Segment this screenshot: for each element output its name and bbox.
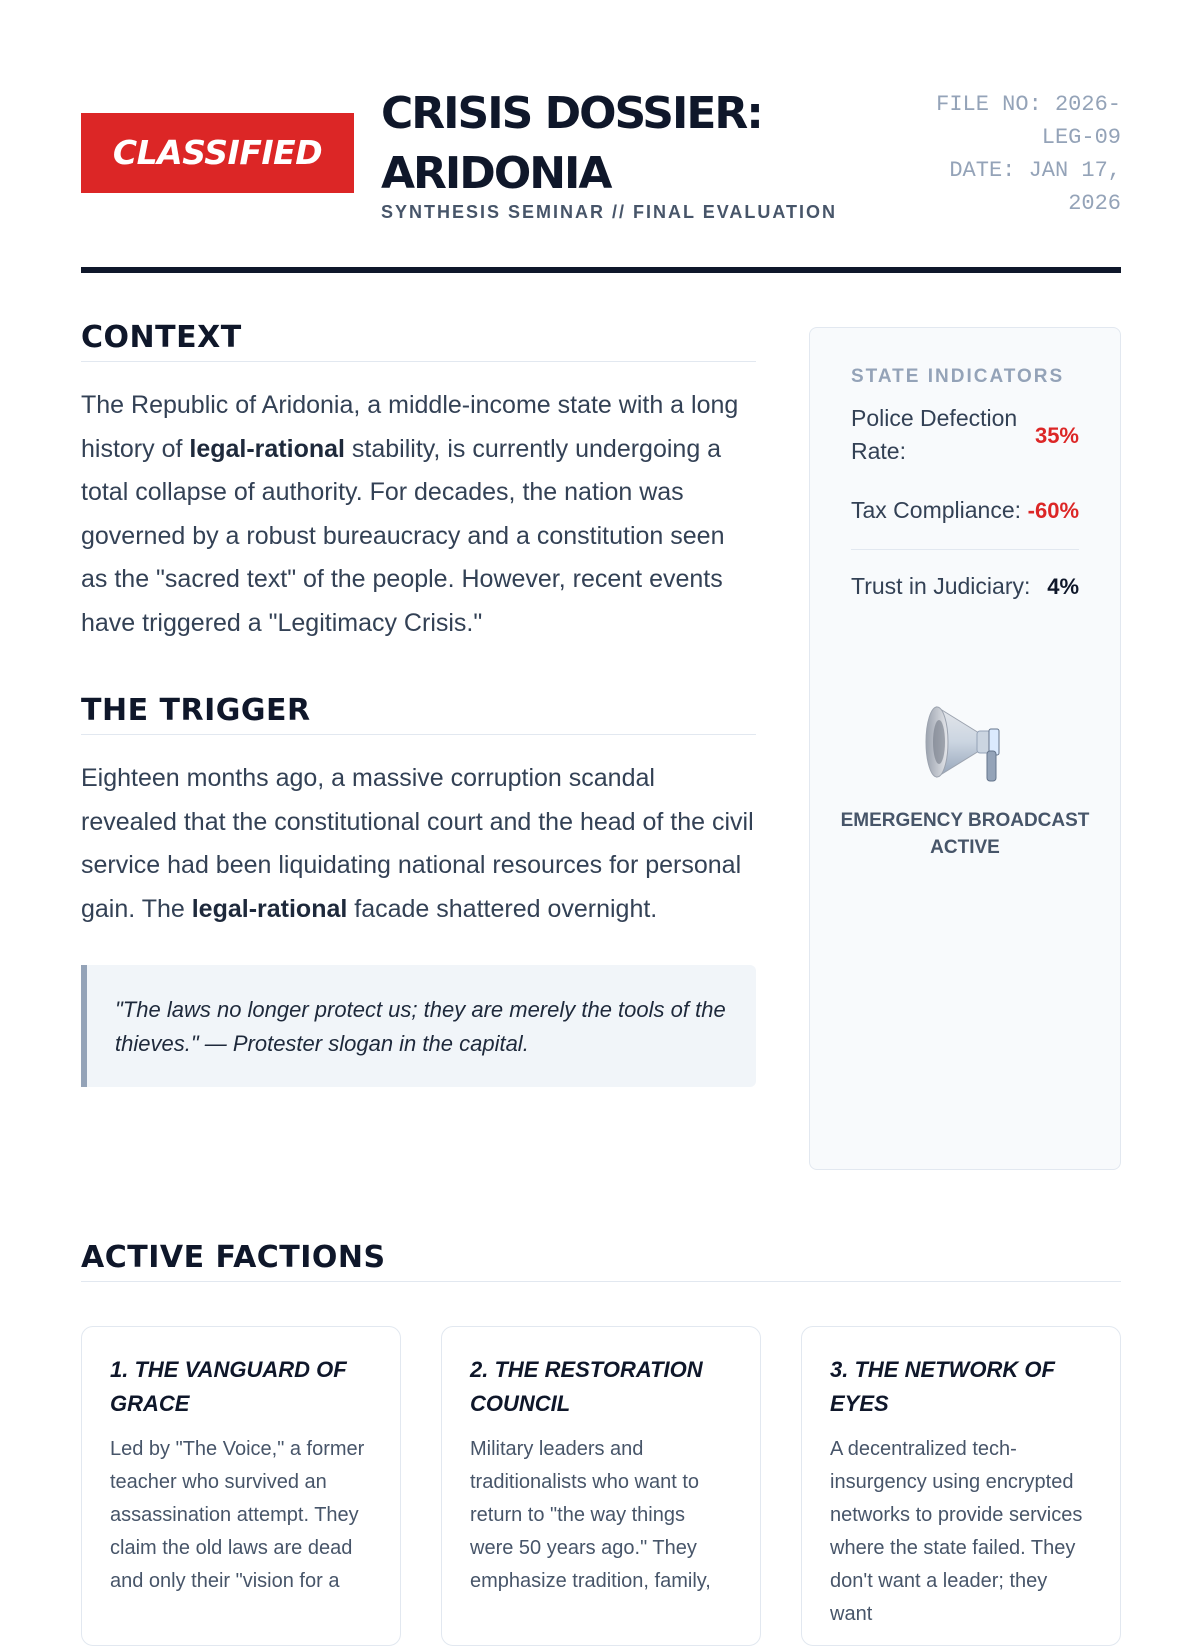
dossier-header: [81, 80, 1121, 240]
context-text-start: The Republic of Aridonia, a middle-income state with a long history of: [81, 391, 739, 463]
stat-tax-compliance: [851, 494, 1079, 550]
header-divider: [81, 267, 1121, 273]
state-indicators-panel: [809, 327, 1121, 1170]
context-heading: CONTEXT: [81, 320, 756, 362]
state-indicators-title: STATE INDICATORS: [851, 366, 1065, 387]
context-text-end: stability, is currently undergoing a total collapse of authority. For decades, the nation was governed by a robust bureaucracy and a constitution seen as the "sacred text" of the people. However, recent events have triggered a "Legitimacy Crisis.": [81, 434, 725, 637]
context-section: [81, 320, 756, 645]
page-title: CRISIS DOSSIER: ARIDONIA: [381, 88, 762, 199]
faction-title: 2. THE RESTORATION COUNCIL: [470, 1357, 703, 1416]
file-meta: [911, 88, 1121, 220]
trigger-text-end: facade shattered overnight.: [347, 894, 658, 923]
context-emphasis: legal-rational: [189, 434, 345, 463]
dossier-page: [81, 0, 1121, 1625]
stat-label: Police Defection Rate:: [851, 405, 1018, 464]
faction-card-vanguard: [81, 1326, 401, 1646]
stat-label: Tax Compliance:: [851, 497, 1022, 523]
trigger-paragraph: [81, 757, 756, 931]
faction-title: 1. THE VANGUARD OF GRACE: [110, 1357, 347, 1416]
context-paragraph: [81, 384, 756, 645]
broadcast-status-label: EMERGENCY BROADCAST ACTIVE: [840, 810, 1090, 858]
classified-stamp: CLASSIFIED: [81, 113, 354, 193]
stat-label: Trust in Judiciary:: [851, 573, 1031, 599]
megaphone-icon: [917, 693, 1013, 789]
factions-heading: ACTIVE FACTIONS: [81, 1240, 1121, 1282]
trigger-text-start: Eighteen months ago, a massive corruption scandal revealed that the constitutional court and the head of the civil service had been liquidating national resources for personal gain. The: [81, 764, 754, 923]
stat-value: 35%: [1034, 422, 1079, 448]
page-subtitle: SYNTHESIS SEMINAR // FINAL EVALUATION: [381, 202, 838, 222]
faction-title: 3. THE NETWORK OF EYES: [830, 1357, 1055, 1416]
faction-description: A decentralized tech-insurgency using encrypted networks to provide services where the state failed. They don't want a leader; they want: [830, 1438, 1083, 1625]
faction-description: Led by "The Voice," a former teacher who survived an assassination attempt. They claim the old laws are dead and only their "vision for a: [110, 1438, 365, 1592]
active-factions-section: [81, 1240, 1121, 1625]
trigger-section: [81, 693, 756, 1087]
faction-card-restoration: [441, 1326, 761, 1646]
trigger-emphasis: legal-rational: [191, 894, 348, 923]
trigger-heading: THE TRIGGER: [81, 693, 756, 735]
faction-cards: [81, 1326, 1121, 1626]
file-number: FILE NO: 2026-LEG-09: [936, 92, 1121, 150]
main-column: [81, 320, 756, 1087]
emergency-broadcast: [810, 693, 1120, 861]
file-date: DATE: JAN 17, 2026: [949, 158, 1121, 216]
stat-value: 4%: [1047, 574, 1079, 599]
faction-description: Military leaders and traditionalists who want to return to "the way things were 50 years ago." They emphasize tradition, family,: [470, 1438, 711, 1592]
stat-value: -60%: [1027, 498, 1079, 523]
protester-quote: "The laws no longer protect us; they are merely the tools of the thieves." — Protester slogan in the capital.: [81, 965, 756, 1087]
stat-judiciary-trust: [851, 570, 1079, 603]
faction-card-network: [801, 1326, 1121, 1646]
stat-police-defection: [851, 402, 1079, 468]
